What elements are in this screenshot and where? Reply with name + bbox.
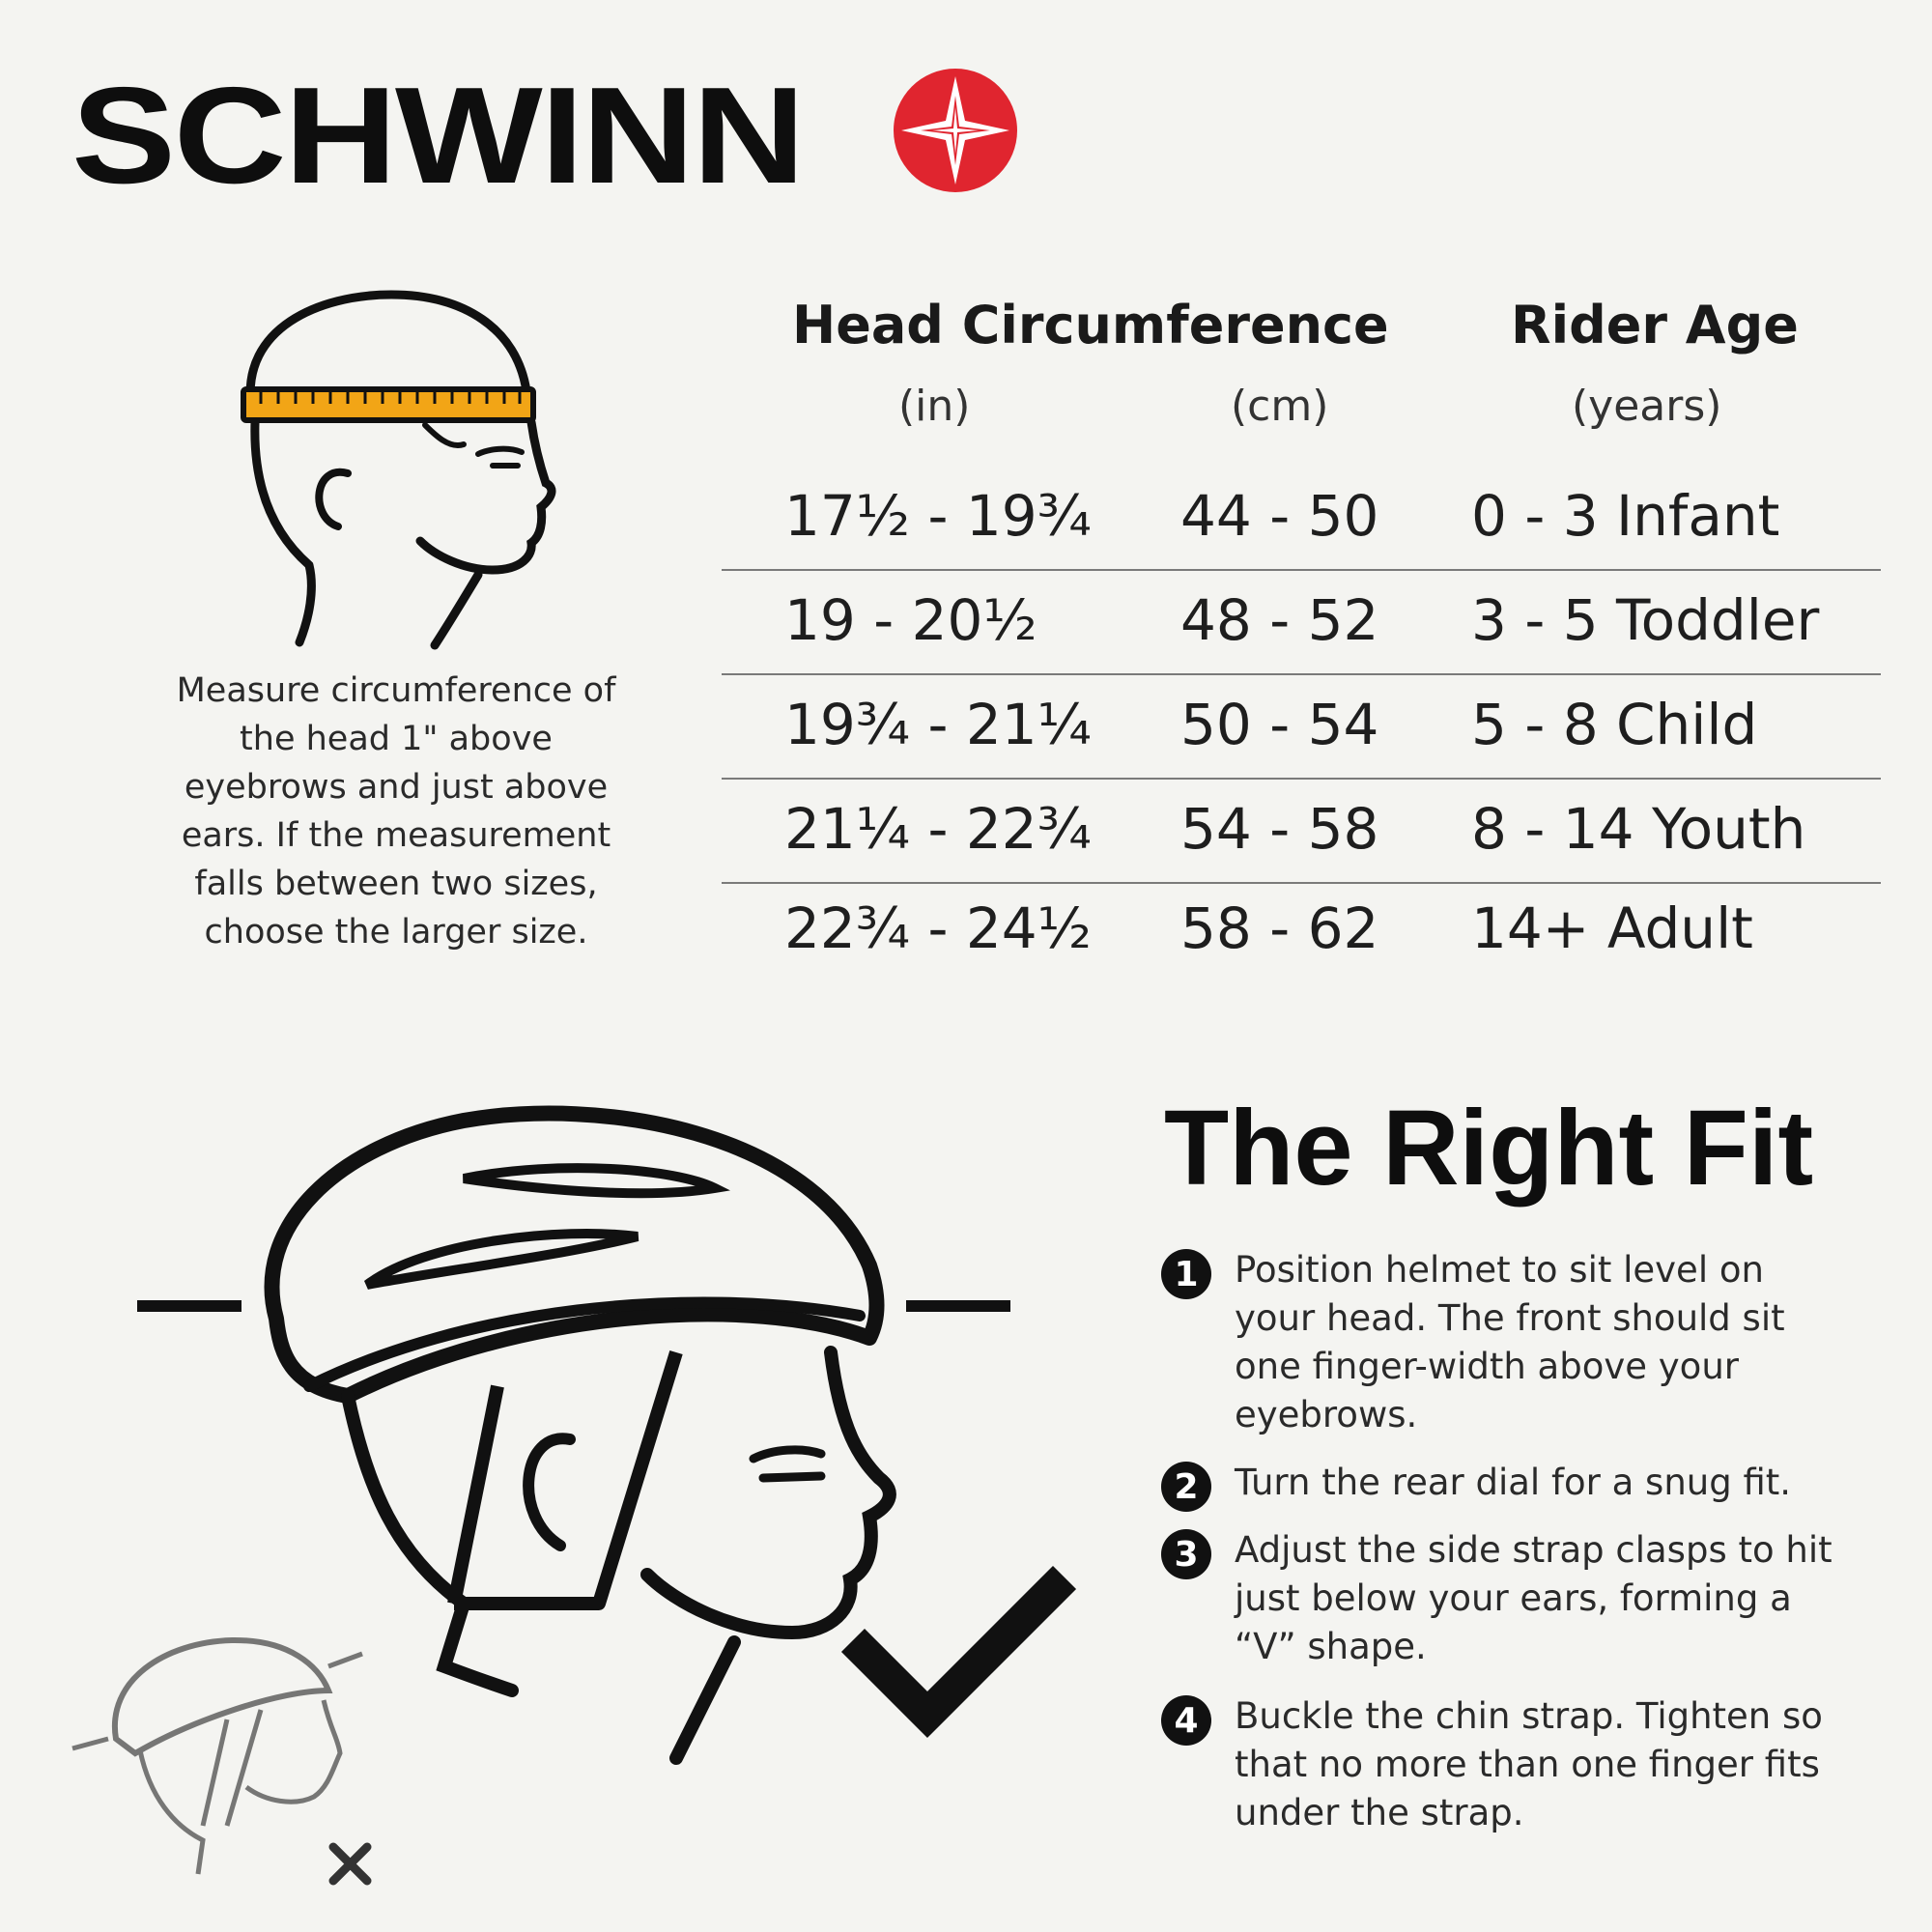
unit-inches: (in): [898, 382, 971, 431]
step-number-badge: 3: [1161, 1529, 1211, 1579]
brand-wordmark: SCHWINN: [71, 59, 804, 213]
row-divider: [722, 882, 1881, 884]
cell-inches: 19¾ - 21¼: [784, 692, 1092, 757]
table-row: [722, 587, 1881, 692]
row-divider: [722, 778, 1881, 780]
cell-rider-age: 5 - 8 Child: [1471, 692, 1758, 757]
brand-header: [71, 59, 804, 213]
step-number-badge: 1: [1161, 1249, 1211, 1299]
step-text: Adjust the side strap clasps to hit just below your ears, forming a “V” shape.: [1235, 1529, 1833, 1667]
cell-rider-age: 0 - 3 Infant: [1471, 483, 1780, 549]
cell-inches: 22¾ - 24½: [784, 895, 1092, 961]
cell-inches: 21¼ - 22¾: [784, 796, 1092, 862]
checkmark-icon: [865, 1589, 1053, 1715]
cell-centimeters: 48 - 52: [1180, 587, 1379, 653]
step-number-badge: 2: [1161, 1462, 1211, 1512]
head-measuring-tape-icon: [232, 290, 560, 657]
cell-rider-age: 8 - 14 Youth: [1471, 796, 1806, 862]
schwinn-star-logo-icon: [888, 63, 1023, 198]
cell-centimeters: 58 - 62: [1180, 895, 1379, 961]
step-text: Buckle the chin strap. Tighten so that no more than one finger fits under the strap.: [1235, 1695, 1823, 1833]
step-text: Turn the rear dial for a snug fit.: [1235, 1462, 1792, 1503]
step-text: Position helmet to sit level on your head. The front should sit one finger-width above your eyebrows.: [1235, 1249, 1785, 1435]
cell-inches: 17½ - 19¾: [784, 483, 1092, 549]
table-row: [722, 895, 1881, 1000]
unit-centimeters: (cm): [1231, 382, 1329, 431]
right-fit-title: The Right Fit: [1164, 1089, 1814, 1208]
row-divider: [722, 673, 1881, 675]
cell-centimeters: 44 - 50: [1180, 483, 1379, 549]
cell-inches: 19 - 20½: [784, 587, 1037, 653]
x-mark-icon: [333, 1847, 367, 1881]
measure-instructions: Measure circumference of the head 1" above eyebrows and just above ears. If the measurement falls between two sizes, choose the larger size.: [176, 671, 616, 952]
header-rider-age: Rider Age: [1511, 295, 1799, 355]
cell-rider-age: 14+ Adult: [1471, 895, 1753, 961]
header-head-circumference: Head Circumference: [792, 295, 1389, 355]
step-number-badge: 4: [1161, 1695, 1211, 1746]
unit-years: (years): [1572, 382, 1722, 431]
table-row: [722, 692, 1881, 796]
cell-rider-age: 3 - 5 Toddler: [1471, 587, 1820, 653]
row-divider: [722, 569, 1881, 571]
table-row: [722, 796, 1881, 900]
cell-centimeters: 54 - 58: [1180, 796, 1379, 862]
incorrect-helmet-example: [72, 1640, 362, 1874]
helmet-fit-illustration: [58, 1063, 1082, 1893]
table-row: [722, 483, 1881, 587]
cell-centimeters: 50 - 54: [1180, 692, 1379, 757]
